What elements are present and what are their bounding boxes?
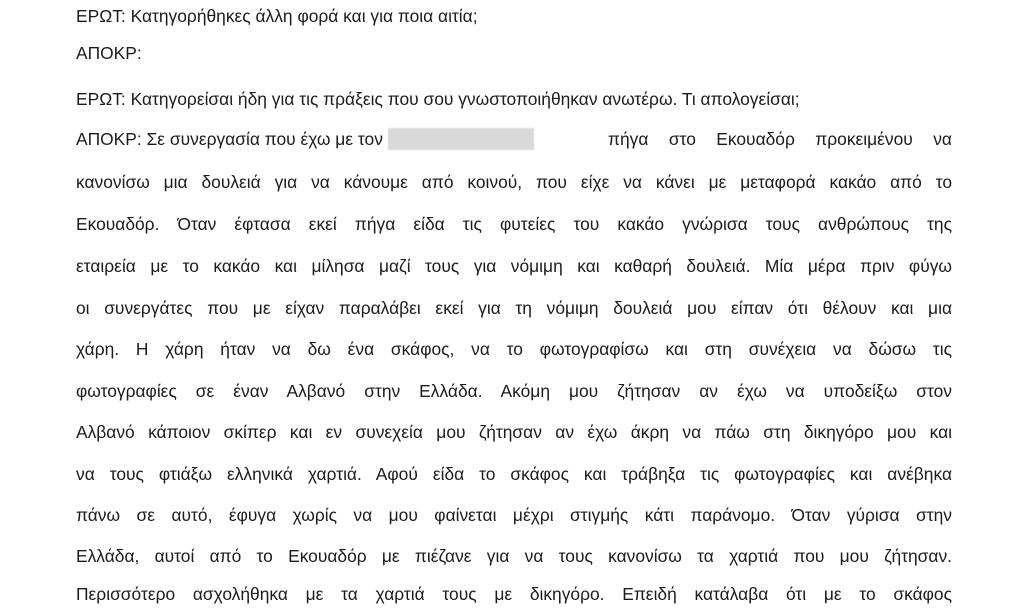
answer-2-start: ΑΠΟΚΡ: Σε συνεργασία που έχω με τον xyxy=(76,129,383,149)
answer-2-line-1 xyxy=(76,128,534,150)
question-2: ΕΡΩΤ: Κατηγορείσαι ήδη για τις πράξεις που σου γνωστοποιήθηκαν ανωτέρω. Τι απολογείσαι; xyxy=(76,89,800,109)
answer-2-line-2: κανονίσω μια δουλειά για να κάνουμε από κοινού, που είχε να κάνει με μεταφορά κακάο από το xyxy=(76,172,952,192)
answer-2-line-11: Ελλάδα, αυτοί από το Εκουαδόρ με πιέζανε για να τους κανονίσω τα χαρτιά που μου ζήτησαν. xyxy=(76,546,952,566)
redacted-name xyxy=(388,128,534,150)
answer-2-line-9: να τους φτιάξω ελληνικά χαρτιά. Αφού είδα το σκάφος και τράβηξα τις φωτογραφίες και ανέβηκα xyxy=(76,464,952,484)
answer-1-label: ΑΠΟΚΡ: xyxy=(76,43,142,63)
answer-2-line-7: φωτογραφίες σε έναν Αλβανό στην Ελλάδα. Ακόμη μου ζήτησαν αν έχω να υποδείξω στον xyxy=(76,381,952,401)
answer-2-line-10: πάνω σε αυτό, έφυγα χωρίς να μου φαίνεται μέχρι στιγμής κάτι παράνομο. Όταν γύρισα στην xyxy=(76,505,952,525)
answer-2-line-3: Εκουαδόρ. Όταν έφτασα εκεί πήγα είδα τις φυτείες του κακάο γνώρισα τους ανθρώπους της xyxy=(76,214,952,234)
answer-2-line-4: εταιρεία με το κακάο και μίλησα μαζί τους για νόμιμη και καθαρή δουλειά. Μία μέρα πριν φύγω xyxy=(76,256,952,276)
answer-2-line-5: οι συνεργάτες που με είχαν παραλάβει εκεί για τη νόμιμη δουλειά μου είπαν ότι θέλουν και μια xyxy=(76,298,952,318)
answer-2-line-6: χάρη. Η χάρη ήταν να δω ένα σκάφος, να το φωτογραφίσω και στη συνέχεια να δώσω τις xyxy=(76,339,952,359)
answer-2-line-1-end: πήγα στο Εκουαδόρ προκειμένου να xyxy=(608,129,952,149)
answer-2-line-12: Περισσότερο ασχολήθηκα με τα χαρτιά τους με δικηγόρο. Επειδή κατάλαβα ότι με το σκάφος xyxy=(76,584,952,604)
question-1: ΕΡΩΤ: Κατηγορήθηκες άλλη φορά και για ποια αιτία; xyxy=(76,6,478,26)
answer-2-line-8: Αλβανό κάποιον σκίπερ και εν συνεχεία μου ζήτησαν αν έχω άκρη να πάω στη δικηγόρο μου και xyxy=(76,422,952,442)
